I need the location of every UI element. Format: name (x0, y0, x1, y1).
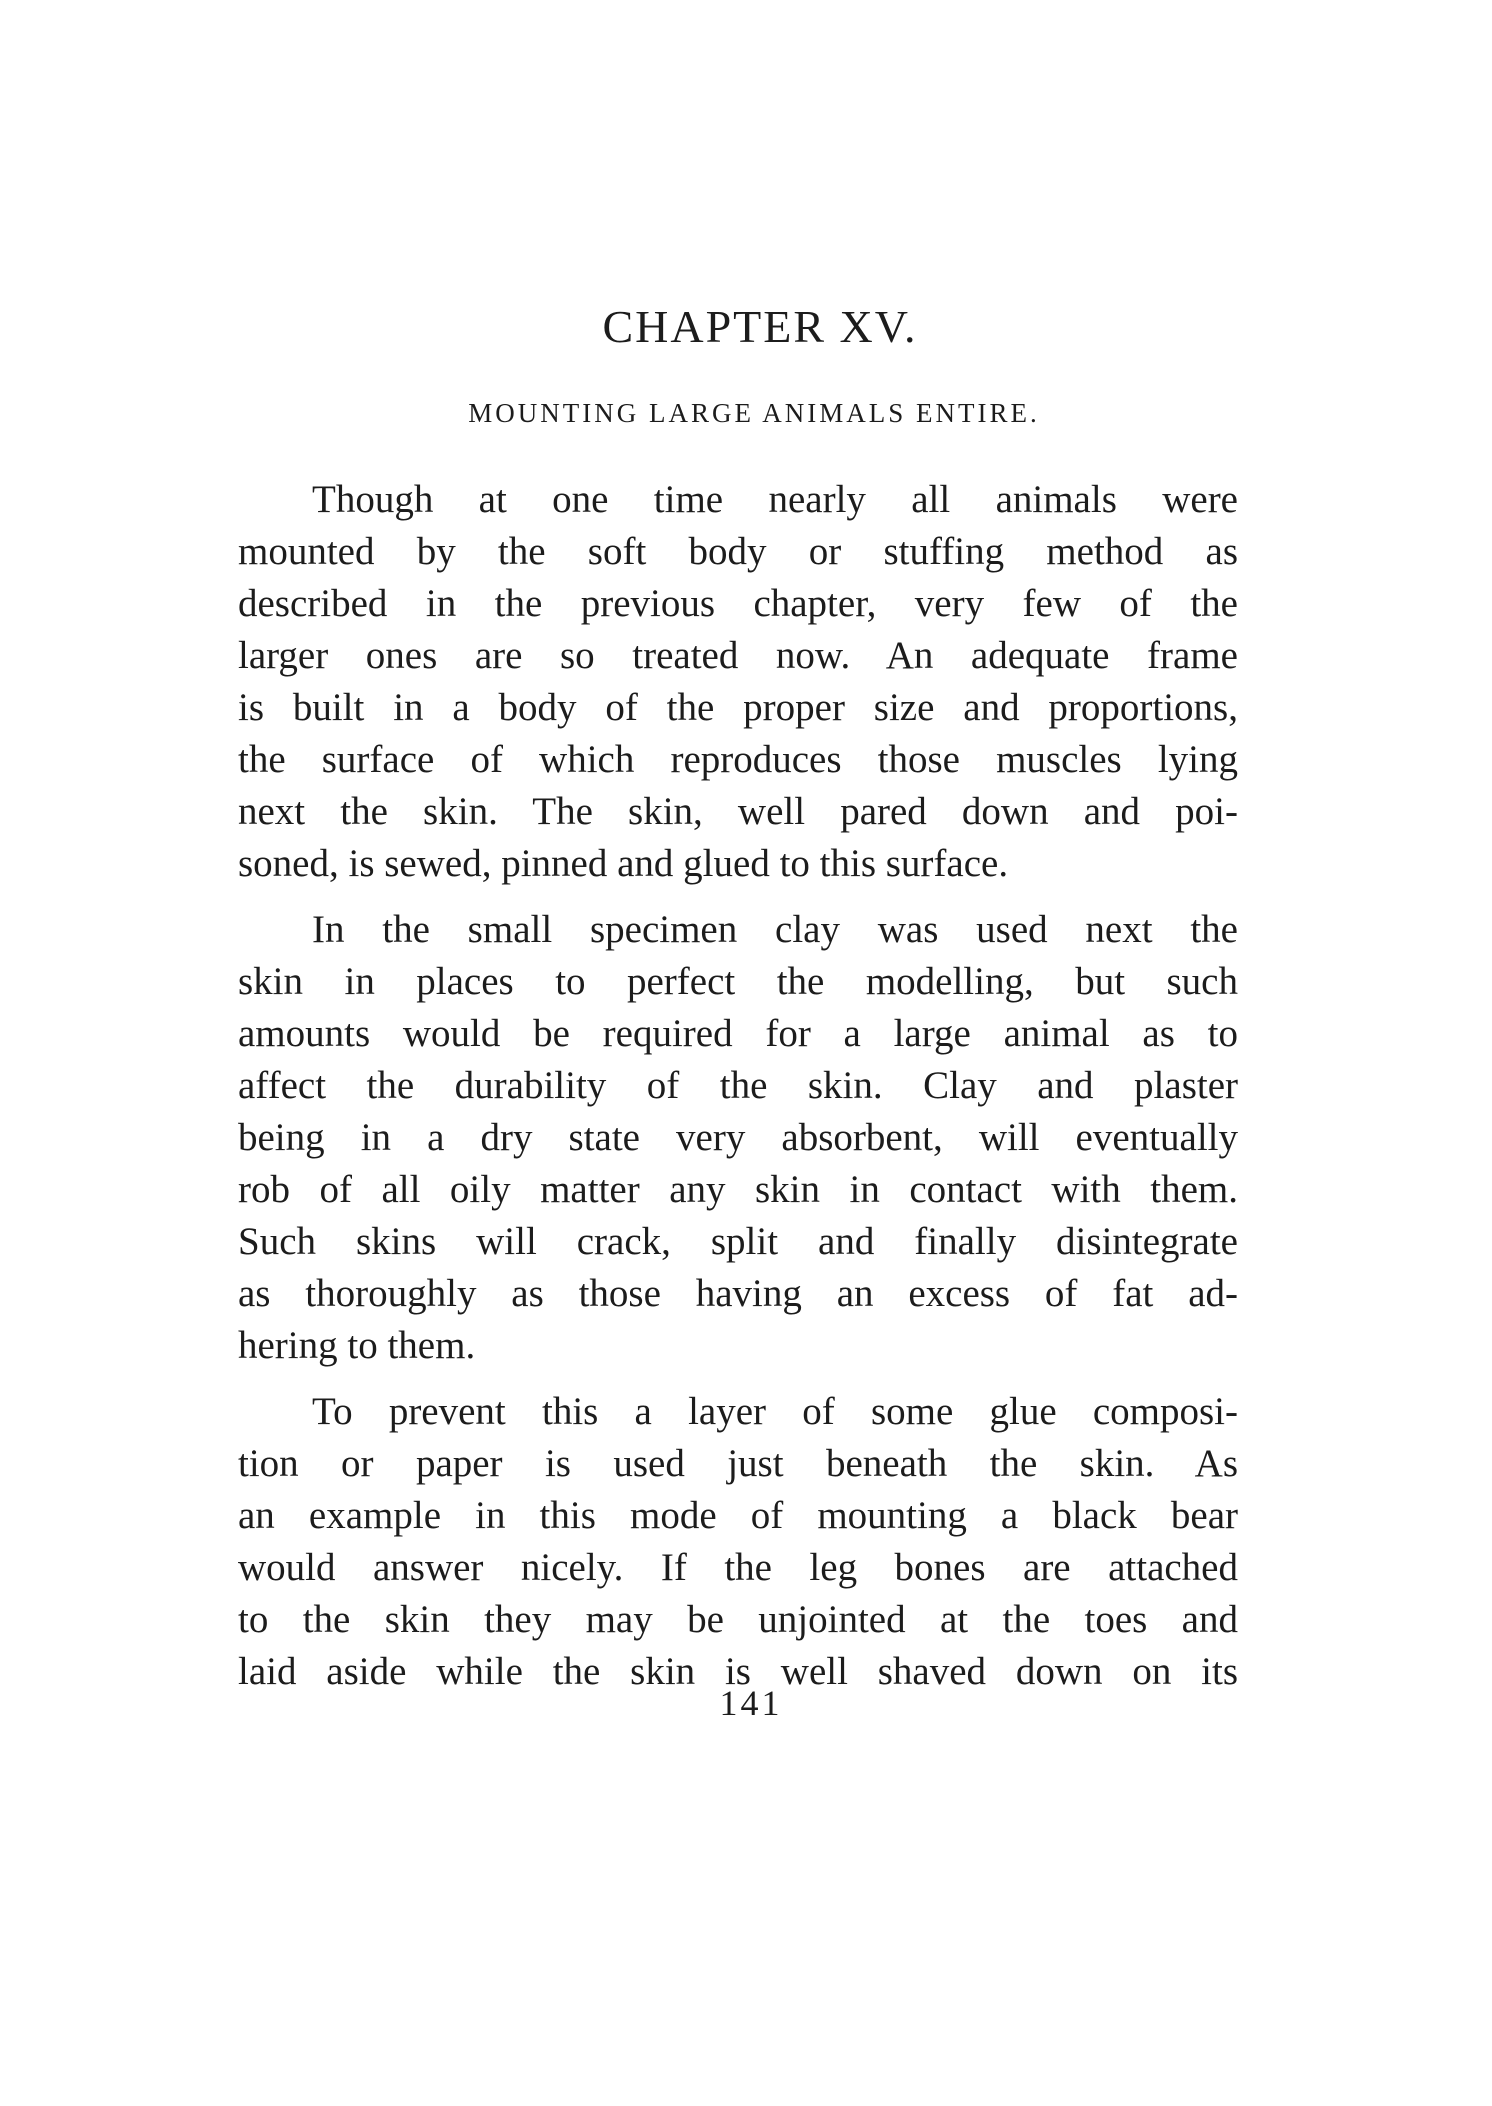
text-line: the surface of which reproduces those muscles lying (238, 738, 1238, 781)
text-line: soned, is sewed, pinned and glued to this surface. (238, 842, 1009, 885)
text-line: is built in a body of the proper size and proportions, (238, 686, 1238, 729)
text-line: rob of all oily matter any skin in contact with them. (238, 1168, 1238, 1211)
paragraph-3 (238, 1386, 1238, 1698)
text-line: to the skin they may be unjointed at the toes and (238, 1598, 1238, 1641)
text-line: as thoroughly as those having an excess of fat ad- (238, 1272, 1238, 1315)
page-number: 141 (719, 1683, 783, 1723)
text-line: next the skin. The skin, well pared down and poi- (238, 790, 1238, 833)
chapter-title: CHAPTER XV. (602, 301, 918, 352)
text-line: Such skins will crack, split and finally disintegrate (238, 1220, 1238, 1263)
paragraph-1 (238, 474, 1238, 890)
text-line: larger ones are so treated now. An adequate frame (238, 634, 1238, 677)
text-line: would answer nicely. If the leg bones are attached (238, 1546, 1238, 1589)
text-line: In the small specimen clay was used next the (312, 908, 1238, 951)
text-line: tion or paper is used just beneath the skin. As (238, 1442, 1238, 1485)
text-line: laid aside while the skin is well shaved down on its (238, 1650, 1238, 1693)
text-line: amounts would be required for a large animal as to (238, 1012, 1238, 1055)
text-line: To prevent this a layer of some glue composi- (312, 1390, 1238, 1433)
paragraph-2 (238, 904, 1238, 1372)
body-text (238, 474, 1238, 1712)
text-line: skin in places to perfect the modelling, but such (238, 960, 1238, 1003)
text-line: mounted by the soft body or stuffing method as (238, 530, 1238, 573)
text-line: being in a dry state very absorbent, will eventually (238, 1116, 1238, 1159)
chapter-subtitle: MOUNTING LARGE ANIMALS ENTIRE. (468, 398, 1040, 428)
text-line: an example in this mode of mounting a black bear (238, 1494, 1238, 1537)
text-line: hering to them. (238, 1324, 476, 1367)
text-line: described in the previous chapter, very few of the (238, 582, 1238, 625)
text-line: Though at one time nearly all animals were (312, 478, 1238, 521)
text-line: affect the durability of the skin. Clay and plaster (238, 1064, 1238, 1107)
